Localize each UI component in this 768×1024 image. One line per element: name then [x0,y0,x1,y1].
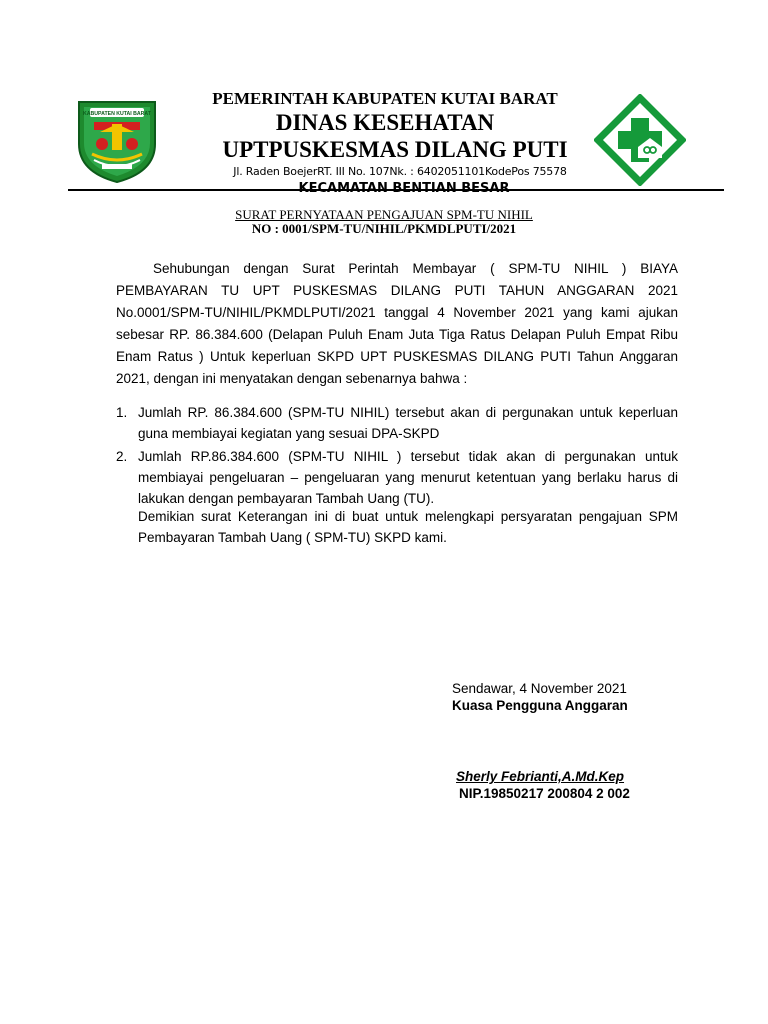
address-line: Jl. Raden BoejerRT. III No. 107Nk. : 6402051101KodePos 75578 [233,165,567,178]
statement-list [116,402,678,511]
letterhead-divider [68,189,724,191]
opening-paragraph-text: Sehubungan dengan Surat Perintah Membayar ( SPM-TU NIHIL ) BIAYA PEMBAYARAN TU UPT PUSKESMAS DILANG PUTI TAHUN ANGGARAN 2021 No.0001/SPM-TU/NIHIL/PKMDLPUTI/2021 tanggal 4 November 2021 yang kami ajukan sebesar RP. 86.384.600 (Delapan Puluh Enam Juta Tiga Ratus Delapan Puluh Empat Ribu Enam Ratus ) Untuk keperluan SKPD UPT PUSKESMAS DILANG PUTI Tahun Anggaran 2021, dengan ini menyatakan dengan sebenarnya bahwa : [116,261,678,386]
emblem-text: KABUPATEN KUTAI BARAT [83,111,151,117]
government-name: PEMERINTAH KABUPATEN KUTAI BARAT [212,89,558,108]
signer-role: Kuasa Pengguna Anggaran [452,698,628,713]
signer-nip: NIP.19850217 200804 2 002 [459,786,630,801]
list-item-number: 1. [116,405,128,420]
list-item-text: Jumlah RP. 86.384.600 (SPM-TU NIHIL) tersebut akan di pergunakan untuk keperluan guna membiayai kegiatan yang sesuai DPA-SKPD [138,405,678,441]
signer-name: Sherly Febrianti,A.Md.Kep [456,769,625,784]
list-item-number: 2. [116,449,128,464]
opening-paragraph [116,258,678,390]
list-item [116,402,678,444]
agency-name: DINAS KESEHATAN [275,110,495,135]
letterhead [170,88,600,198]
puskesmas-logo-icon [594,94,686,186]
place-date: Sendawar, 4 November 2021 [452,681,627,696]
closing-paragraph: Demikian surat Keterangan ini di buat untuk melengkapi persyaratan pengajuan SPM Pembayaran Tambah Uang ( SPM-TU) SKPD kami. [138,509,678,545]
signature-block [452,680,682,714]
document-title [0,208,768,236]
kutai-barat-emblem-icon [74,94,160,184]
unit-name: UPTPUSKESMAS DILANG PUTI [222,137,568,162]
document-number: NO : 0001/SPM-TU/NIHIL/PKMDLPUTI/2021 [251,221,517,236]
statement-heading: SURAT PERNYATAAN PENGAJUAN SPM-TU NIHIL [235,207,533,222]
list-item [116,446,678,509]
list-item-text: Jumlah RP.86.384.600 (SPM-TU NIHIL ) tersebut tidak akan di pergunakan untuk membiayai pengeluaran – pengeluaran yang menurut ketentuan yang berlaku harus di lakukan dengan pembayaran Tambah Uang (TU). [138,449,678,506]
